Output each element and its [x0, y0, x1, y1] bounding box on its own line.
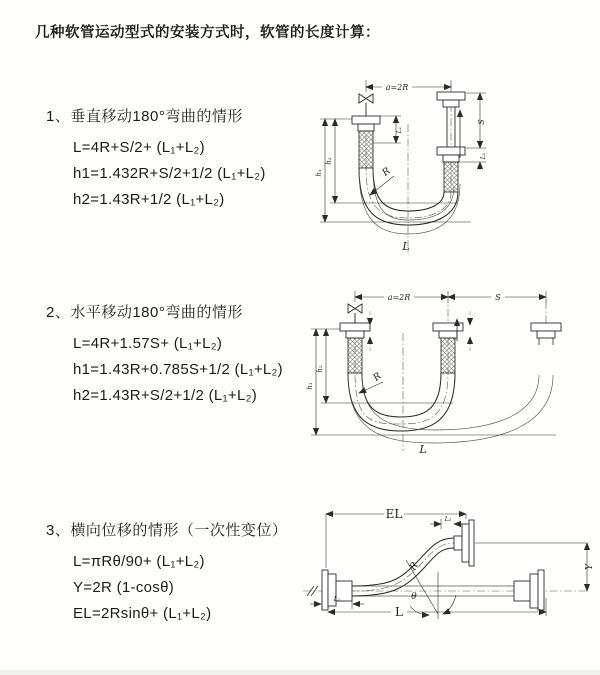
middle-flange [433, 323, 463, 338]
formula-h2: h2=1.43R+1/2 (L₁+L₂) [73, 191, 225, 208]
right-pipe-stub [539, 338, 553, 345]
left-flange [340, 323, 370, 338]
formula-h1: h1=1.432R+S/2+1/2 (L₁+L₂) [73, 165, 266, 182]
hose-centerline [352, 543, 454, 591]
left-flange [352, 116, 380, 131]
dim-label-l1: L₁ [333, 596, 341, 603]
hose-second-position [348, 375, 553, 443]
dim-label-h2: h₂ [325, 157, 333, 165]
hose-u-bend [359, 168, 458, 225]
right-flange-upper [437, 92, 465, 107]
length-label: L [395, 605, 403, 619]
dim-label-l1: L₁ [396, 126, 403, 134]
diagram-horizontal-180-bend [303, 283, 593, 468]
dim-label-h1: h₁ [315, 169, 323, 177]
braided-hose-section [359, 131, 373, 168]
braided-hose-section [348, 338, 362, 373]
formula-el: EL=2Rsinθ+ (L₁+L₂) [73, 605, 212, 622]
formula-length: L=4R+1.57S+ (L₁+L₂) [73, 335, 223, 352]
hose-displaced [352, 538, 454, 596]
section-horizontal [46, 301, 283, 409]
formula-h1: h1=1.43R+0.785S+1/2 (L₁+L₂) [73, 361, 283, 378]
section-3-heading: 3、横向位移的情形（一次性变位） [46, 522, 288, 539]
dim-label-stroke: S [495, 293, 501, 302]
left-flange [322, 570, 352, 610]
formula-h2: h2=1.43R+S/2+1/2 (L₁+L₂) [73, 387, 258, 404]
dim-label-el: EL [385, 507, 403, 521]
upper-flange [454, 520, 474, 566]
right-flange-ghost [514, 570, 544, 610]
diagram-lateral-displacement [298, 498, 598, 663]
section-lateral [46, 519, 287, 627]
section-2-heading: 2、水平移动180°弯曲的情形 [46, 304, 243, 321]
formula-length: L=4R+S/2+ (L₁+L₂) [73, 139, 205, 156]
angle-label: θ [411, 592, 417, 602]
valve-icon [359, 94, 373, 116]
length-label: L [402, 240, 410, 253]
formula-length: L=πRθ/90+ (L₁+L₂) [73, 553, 205, 570]
dim-label-l2: L₂ [444, 516, 452, 523]
valve-icon [348, 304, 362, 323]
dim-label-h2: h₂ [316, 365, 324, 373]
right-flange-ghost [531, 323, 561, 338]
diagram-vertical-180-bend [308, 72, 588, 262]
radius-label: R [407, 560, 421, 573]
dim-label-span: a=2R [387, 293, 411, 302]
hose-u-bend [348, 373, 455, 431]
braided-hose-section [441, 338, 455, 373]
right-pipe [447, 107, 455, 147]
braided-hose-section [444, 162, 458, 192]
section-1-heading: 1、垂直移动180°弯曲的情形 [46, 108, 243, 125]
section-vertical [46, 105, 266, 213]
dim-label-h1: h₁ [306, 382, 314, 390]
page-title: 几种软管运动型式的安装方式时，软管的长度计算： [35, 25, 380, 41]
radius-label: R [380, 165, 393, 179]
dim-label-y: Y [585, 564, 595, 570]
dim-label-stroke: S [477, 119, 486, 125]
right-flange-lower [437, 147, 465, 162]
dimension-lines [310, 514, 587, 619]
length-label: L [419, 443, 427, 456]
dim-label-l2: L₂ [480, 152, 487, 160]
radius-label: R [371, 370, 384, 384]
page-edge [0, 670, 600, 675]
formula-y: Y=2R (1-cosθ) [73, 579, 175, 596]
dim-label-span: a=2R [385, 83, 409, 92]
